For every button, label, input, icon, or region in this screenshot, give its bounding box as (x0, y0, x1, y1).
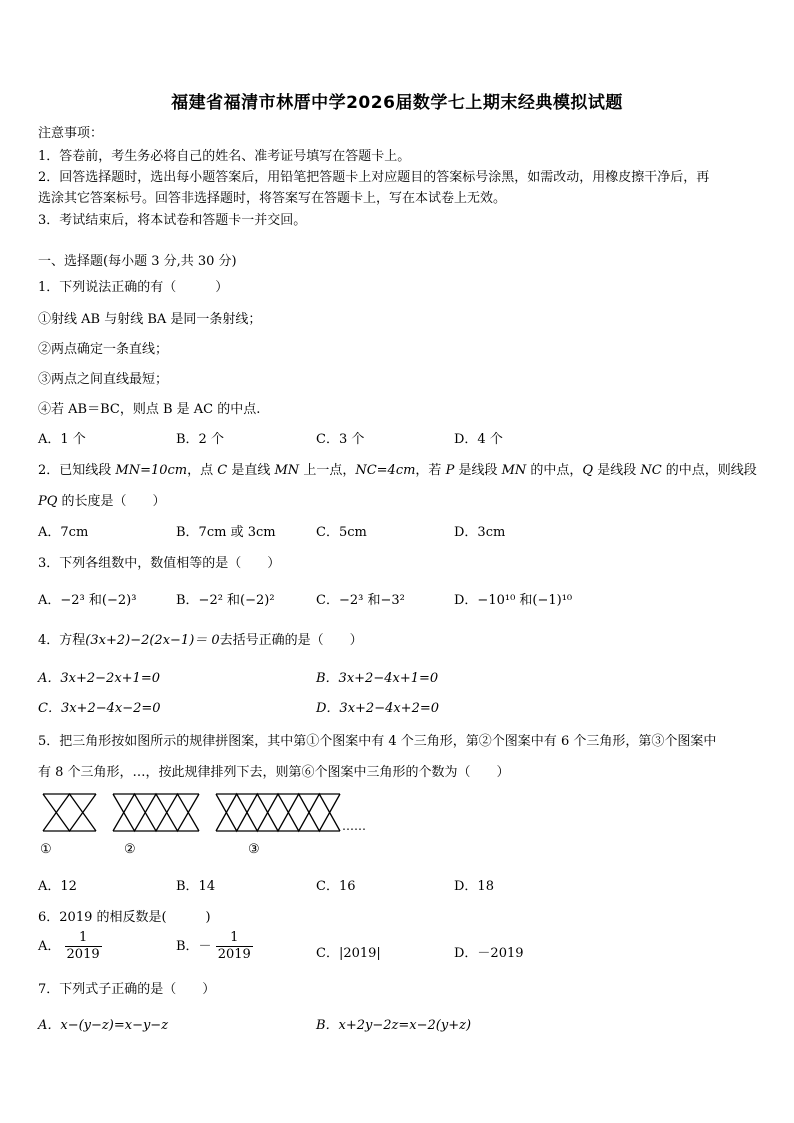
q7-stem: 7．下列式子正确的是（ ） (38, 982, 216, 997)
q4-text: 4．方程 (38, 633, 86, 648)
notice-item-3: 3．考试结束后，将本试卷和答题卡一并交回。 (38, 213, 307, 228)
q5-stem-line2: 有 8 个三角形，…，按此规律排列下去，则第⑥个图案中三角形的个数为（ ） (38, 765, 510, 780)
q2-math: NC=4cm (355, 463, 416, 478)
q3-option-b: B．−2² 和(−2)² (176, 593, 275, 608)
q2-text: ，若 (415, 463, 446, 478)
q1-statement-2: ②两点确定一条直线； (38, 342, 169, 357)
q2-text: 是线段 (454, 463, 502, 478)
q3-option-d: D．−10¹⁰ 和(−1)¹⁰ (454, 593, 573, 608)
pattern-label-1: ① (40, 842, 52, 857)
q2-math: Q (582, 463, 594, 478)
q5-option-d: D．18 (454, 879, 494, 894)
q2-option-b: B．7cm 或 3cm (176, 525, 276, 540)
q2-stem-line1 (38, 459, 757, 478)
q3-stem: 3．下列各组数中，数值相等的是（ ） (38, 556, 281, 571)
q7-option-b: B．x+2y−2z=x−2(y+z) (316, 1018, 472, 1033)
q1-statement-3: ③两点之间直线最短； (38, 372, 169, 387)
q6-stem: 6．2019 的相反数是( ) (38, 910, 211, 925)
q1-option-c: C．3 个 (316, 432, 365, 447)
q1-statement-4: ④若 AB＝BC，则点 B 是 AC 的中点. (38, 402, 261, 417)
q4-option-a: A．3x+2−2x+1=0 (38, 671, 160, 686)
q1-option-d: D．4 个 (454, 432, 503, 447)
q6-option-c: C．|2019| (316, 946, 381, 961)
q2-text: 的长度是（ ） (57, 494, 166, 509)
notice-item-2-cont: 选涂其它答案标号。回答非选择题时，将答案写在答题卡上，写在本试卷上无效。 (38, 191, 507, 206)
notice-heading: 注意事项： (38, 126, 104, 141)
q2-text: ，点 (187, 463, 218, 478)
q3-option-c: C．−2³ 和−3² (316, 593, 405, 608)
notice-item-2: 2．回答选择题时，选出每小题答案后，用铅笔把答题卡上对应题目的答案标号涂黑，如需改动，用橡皮擦干净后，再 (38, 170, 710, 185)
q2-math: C (217, 463, 228, 478)
q5-option-b: B．14 (176, 879, 216, 894)
q6-option-a-fraction (65, 930, 102, 963)
q6-option-b-fraction (216, 930, 253, 963)
q1-statement-1: ①射线 AB 与射线 BA 是同一条射线； (38, 312, 262, 327)
page-title: 福建省福清市林厝中学2026届数学七上期末经典模拟试题 (171, 93, 623, 113)
pattern-ellipsis: …… (342, 819, 366, 833)
notice-item-1: 1．答卷前，考生务必将自己的姓名、准考证号填写在答题卡上。 (38, 149, 411, 164)
q4-text: 去括号正确的是（ ） (219, 633, 363, 648)
q2-math: P (445, 463, 455, 478)
q2-text: 是直线 (227, 463, 275, 478)
q5-option-a: A．12 (38, 879, 77, 894)
pattern-label-2: ② (124, 842, 136, 857)
q6-option-a-label: A． (38, 939, 61, 954)
q4-option-d: D．3x+2−4x+2=0 (316, 701, 440, 716)
triangle-pattern-figure (40, 792, 380, 834)
q4-option-b: B．3x+2−4x+1=0 (316, 671, 439, 686)
section-heading: 一、选择题(每小题 3 分,共 30 分) (38, 254, 237, 269)
q2-math: MN (501, 463, 527, 478)
q4-stem (38, 629, 363, 648)
q2-math: NC (640, 463, 662, 478)
q6-option-b-label: B．－ (176, 939, 212, 954)
q2-text: 上一点， (299, 463, 356, 478)
q1-option-a: A．1 个 (38, 432, 86, 447)
pattern-label-3: ③ (248, 842, 260, 857)
pattern-3 (216, 794, 340, 831)
q5-stem-line1: 5．把三角形按如图所示的规律拼图案，其中第①个图案中有 4 个三角形，第②个图案中有 6 个三角形，第③个图案中 (38, 734, 717, 749)
q2-text: 的中点，则线段 (661, 463, 757, 478)
q2-text: 是线段 (593, 463, 641, 478)
q2-text: 的中点， (526, 463, 583, 478)
q2-math: MN=10cm (115, 463, 188, 478)
q3-option-a: A．−2³ 和(−2)³ (38, 593, 137, 608)
q2-option-d: D．3cm (454, 525, 506, 540)
q2-math: PQ (38, 494, 58, 509)
q6-option-d: D．－2019 (454, 946, 524, 961)
q5-option-c: C．16 (316, 879, 356, 894)
fraction-denominator: 2019 (217, 947, 251, 962)
q2-option-c: C．5cm (316, 525, 367, 540)
q1-stem: 1．下列说法正确的有（ ） (38, 280, 229, 295)
fraction-denominator: 2019 (66, 947, 100, 962)
q2-option-a: A．7cm (38, 525, 89, 540)
q4-equation: (3x+2)−2(2x−1)＝ 0 (85, 633, 220, 648)
q1-option-b: B．2 个 (176, 432, 224, 447)
pattern-2 (113, 794, 199, 831)
q7-option-a: A．x−(y−z)=x−y−z (38, 1018, 169, 1033)
q6-option-b (176, 930, 253, 963)
q4-option-c: C．3x+2−4x−2=0 (38, 701, 161, 716)
fraction-numerator: 1 (216, 930, 253, 947)
q2-text: 2．已知线段 (38, 463, 116, 478)
q6-option-a (38, 930, 102, 963)
q2-stem-line2 (38, 490, 166, 509)
q2-math: MN (274, 463, 300, 478)
pattern-1 (43, 794, 96, 831)
fraction-numerator: 1 (65, 930, 102, 947)
